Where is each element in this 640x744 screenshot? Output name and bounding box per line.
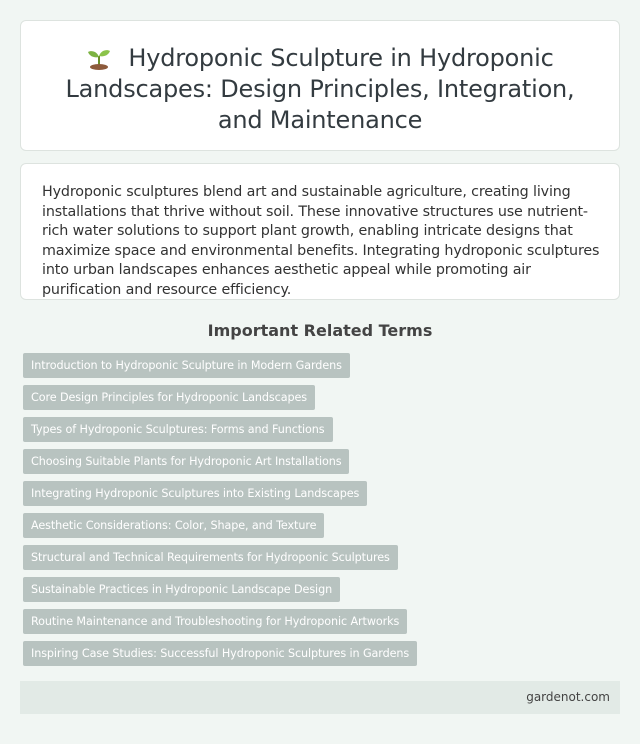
intro-paragraph: Hydroponic sculptures blend art and sustainable agriculture, creating living installations that thrive without soil. These innovative structures use nutrient-rich water solutions to support plant growth, enabling intricate designs that maximize space and environmental benefits. Integrating hydroponic sculptures into urban landscapes enhances aesthetic appeal while promoting air purification and resource efficiency. [42,184,600,298]
related-term-tag[interactable]: Choosing Suitable Plants for Hydroponic Art Installations [23,449,349,474]
related-term-tag[interactable]: Aesthetic Considerations: Color, Shape, and Texture [23,513,324,538]
page-title-text: Hydroponic Sculpture in Hydroponic Landscapes: Design Principles, Integration, and Maintenance [65,44,575,134]
title-card [20,20,620,151]
related-term-tag[interactable]: Sustainable Practices in Hydroponic Landscape Design [23,577,340,602]
footer [20,681,620,714]
footer-site[interactable]: gardenot.com [526,690,610,704]
seedling-icon [86,44,112,70]
related-terms-heading: Important Related Terms [207,321,433,340]
related-term-tag[interactable]: Types of Hydroponic Sculptures: Forms and Functions [23,417,333,442]
related-term-tag[interactable]: Inspiring Case Studies: Successful Hydroponic Sculptures in Gardens [23,641,417,666]
related-term-tag[interactable]: Integrating Hydroponic Sculptures into Existing Landscapes [23,481,367,506]
intro-card [20,163,620,300]
related-term-tag[interactable]: Core Design Principles for Hydroponic Landscapes [23,385,315,410]
related-term-tag[interactable]: Routine Maintenance and Troubleshooting for Hydroponic Artworks [23,609,407,634]
page-title [41,43,599,136]
related-term-tag[interactable]: Structural and Technical Requirements for Hydroponic Sculptures [23,545,398,570]
related-terms-list [23,353,417,673]
related-term-tag[interactable]: Introduction to Hydroponic Sculpture in Modern Gardens [23,353,350,378]
